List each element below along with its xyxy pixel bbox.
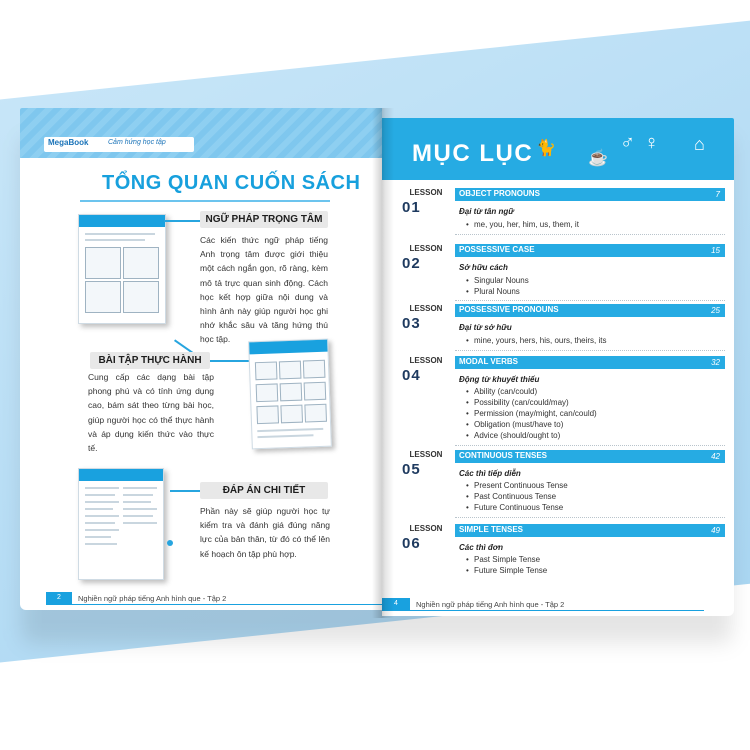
lesson-label: LESSON — [409, 524, 443, 533]
right-footer-title: Nghiền ngữ pháp tiếng Anh hình que - Tập 2 — [416, 600, 565, 609]
connector-line — [170, 490, 200, 492]
section-text-answers: Phần này sẽ giúp người học tự kiểm tra và đánh giá đúng năng lực của bản thân, từ đó có thể lên kế hoạch ôn tập phù hợp. — [200, 506, 330, 559]
lesson-label: LESSON — [409, 450, 443, 459]
brand-slogan: Cảm hứng học tập — [108, 139, 166, 146]
table-of-contents-title: MỤC LỤC — [412, 140, 534, 167]
lesson-item: • Permission (may/might, can/could) — [474, 409, 597, 418]
lesson-page: 32 — [711, 358, 720, 367]
toc-lesson-03[interactable] — [396, 304, 726, 356]
section-tag-practice: BÀI TẬP THỰC HÀNH — [90, 352, 210, 369]
lesson-item: • Possibility (can/could/may) — [474, 398, 569, 407]
left-page-number: 2 — [46, 592, 72, 604]
lesson-item: • Obligation (must/have to) — [474, 420, 563, 429]
book-gutter — [372, 108, 394, 618]
lesson-label: LESSON — [409, 356, 443, 365]
lesson-item: • Ability (can/could) — [474, 387, 537, 396]
lesson-item: • Singular Nouns — [474, 276, 529, 285]
stick-figure-icon: ♀ — [644, 132, 659, 154]
footer-rule — [382, 610, 704, 611]
left-footer-title: Nghiền ngữ pháp tiếng Anh hình que - Tập 2 — [78, 594, 227, 603]
lesson-title: OBJECT PRONOUNS — [459, 189, 540, 198]
lesson-number: 03 — [402, 315, 421, 332]
section-text-practice: Cung cấp các dạng bài tập phong phú và có tính ứng dụng cao, bám sát theo từng bài học, giúp người học có thể thực hành và áp dụng kiến thức vào thực tế. — [88, 372, 214, 454]
lesson-number: 02 — [402, 255, 421, 272]
left-page-title: TỔNG QUAN CUỐN SÁCH — [102, 172, 361, 194]
lesson-item: • Past Simple Tense — [474, 555, 540, 564]
toc-lesson-02[interactable] — [396, 244, 726, 304]
lesson-number: 06 — [402, 535, 421, 552]
dotted-rule — [455, 517, 725, 518]
lesson-item: • Plural Nouns — [474, 287, 520, 296]
lesson-number: 05 — [402, 461, 421, 478]
lesson-title: SIMPLE TENSES — [459, 525, 524, 534]
answer-key-thumbnail — [78, 468, 164, 580]
lesson-subtitle: Động từ khuyết thiếu — [459, 375, 540, 384]
grammar-page-thumbnail — [78, 214, 166, 324]
dotted-rule — [455, 445, 725, 446]
lesson-item: • Future Continuous Tense — [474, 503, 563, 512]
lesson-subtitle: Đại từ tân ngữ — [459, 207, 514, 216]
lesson-number: 04 — [402, 367, 421, 384]
dotted-rule — [455, 234, 725, 235]
lesson-label: LESSON — [409, 304, 443, 313]
lesson-label: LESSON — [409, 188, 443, 197]
connector-dot — [167, 540, 173, 546]
lesson-title: MODAL VERBS — [459, 357, 518, 366]
lesson-subtitle: Các thì đơn — [459, 543, 504, 552]
stick-figure-icon: ♂ — [620, 132, 635, 154]
lesson-label: LESSON — [409, 244, 443, 253]
cup-doodle-icon: ☕ — [588, 150, 608, 167]
toc-lesson-05[interactable] — [396, 450, 726, 520]
footer-rule — [46, 604, 382, 605]
lesson-item: • mine, yours, hers, his, ours, theirs, its — [474, 336, 607, 345]
lesson-title: CONTINUOUS TENSES — [459, 451, 548, 460]
left-page — [20, 108, 382, 610]
lesson-subtitle: Các thì tiếp diễn — [459, 469, 521, 478]
house-doodle-icon: ⌂ — [694, 134, 705, 154]
lesson-number: 01 — [402, 199, 421, 216]
brand-logo: MegaBook — [48, 138, 89, 147]
lesson-page: 7 — [715, 190, 720, 199]
toc-lesson-01[interactable] — [396, 188, 726, 240]
lesson-page: 25 — [711, 306, 720, 315]
lesson-page: 15 — [711, 246, 720, 255]
section-tag-grammar: NGỮ PHÁP TRỌNG TÂM — [200, 211, 328, 228]
right-page-header — [382, 118, 734, 180]
practice-page-thumbnail — [248, 339, 332, 450]
lesson-item: • Past Continuous Tense — [474, 492, 556, 501]
section-text-grammar: Các kiến thức ngữ pháp tiếng Anh trọng tâm được giới thiệu một cách ngắn gọn, rõ ràng, kèm mô tả trực quan sinh động. Cách học kết hợp giữa nội dung và hình ảnh này giúp người học ghi nhớ khắc sâu và tăng hứng thú học tập. — [200, 235, 328, 345]
title-underline — [80, 200, 330, 202]
lesson-item: • Present Continuous Tense — [474, 481, 568, 490]
lesson-item: • me, you, her, him, us, them, it — [474, 220, 579, 229]
section-tag-answers: ĐÁP ÁN CHI TIẾT — [200, 482, 328, 499]
dotted-rule — [455, 350, 725, 351]
connector-line — [210, 360, 250, 362]
lesson-subtitle: Đại từ sở hữu — [459, 323, 512, 332]
cat-doodle-icon: 🐈 — [536, 140, 556, 157]
lesson-subtitle: Sở hữu cách — [459, 263, 508, 272]
lesson-page: 42 — [711, 452, 720, 461]
connector-line — [164, 220, 200, 222]
lesson-title: POSSESSIVE PRONOUNS — [459, 305, 559, 314]
dotted-rule — [455, 300, 725, 301]
lesson-page: 49 — [711, 526, 720, 535]
toc-lesson-04[interactable] — [396, 356, 726, 450]
lesson-item: • Advice (should/ought to) — [474, 431, 560, 440]
lesson-title: POSSESSIVE CASE — [459, 245, 535, 254]
right-page — [382, 118, 734, 616]
toc-lesson-06[interactable] — [396, 524, 726, 584]
right-page-number: 4 — [382, 598, 410, 610]
left-page-header — [20, 108, 382, 158]
lesson-item: • Future Simple Tense — [474, 566, 547, 575]
